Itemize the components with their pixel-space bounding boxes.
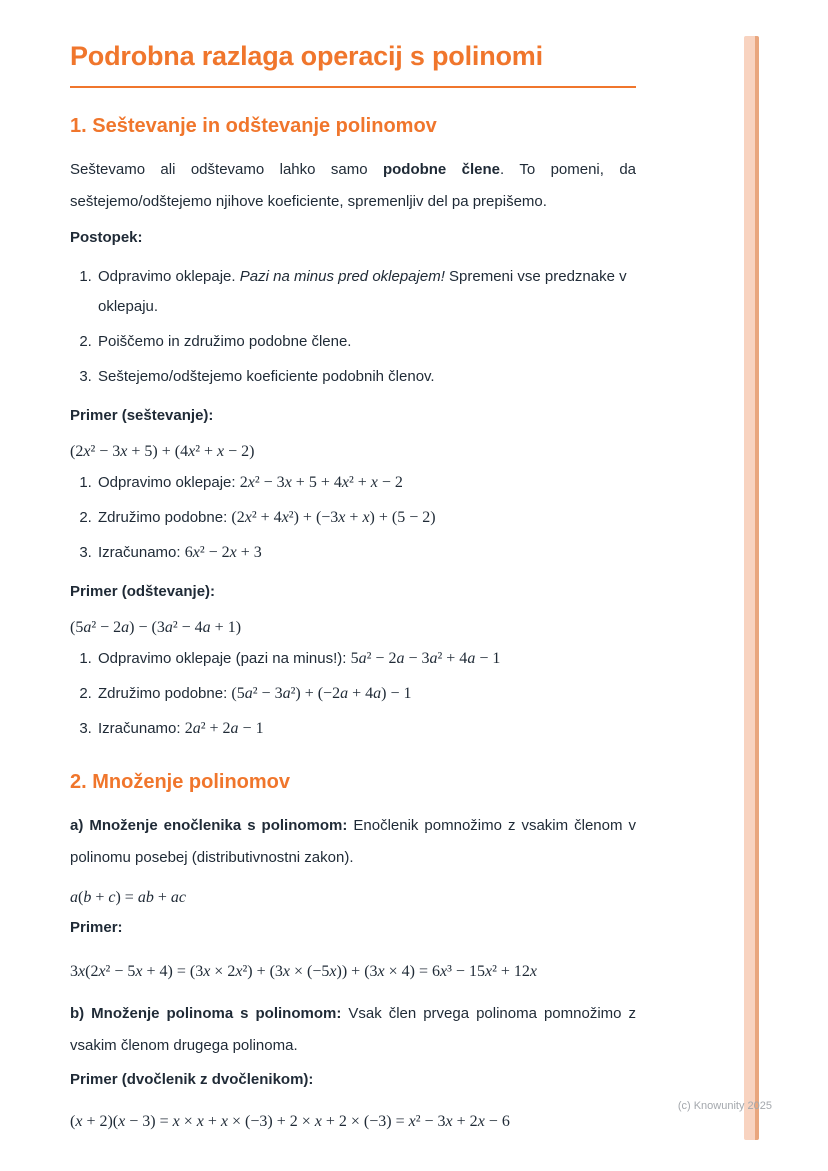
math-expression: a(b + c) = ab + ac [70,889,186,906]
primer-odstevanje-label: Primer (odštevanje): [70,583,216,600]
math-expression: (5a² − 3a²) + (−2a + 4a) − 1 [231,685,412,702]
list-item: 1. Odpravimo oklepaje (pazi na minus!): 5a² − 2a − 3a² + 4a − 1 [96,644,636,674]
math-expression: 2a² + 2a − 1 [184,720,264,737]
page-title: Podrobna razlaga operacij s polinomi [70,41,543,71]
math-expression: 5a² − 2a − 3a² + 4a − 1 [350,650,501,667]
list-item: 3. Izračunamo: 6x² − 2x + 3 [96,538,636,568]
primer-dvoclenik-label: Primer (dvočlenik z dvočlenikom): [70,1071,314,1088]
addition-steps-list [70,468,636,568]
distributive-formula [70,882,636,914]
intro-text-1: Seštevamo ali odštevamo lahko samo [70,161,383,178]
section-2-heading: 2. Množenje polinomov [70,771,291,793]
postopek-list [70,262,636,392]
section-1-heading: 1. Seštevanje in odštevanje polinomov [70,115,437,137]
monomial-paragraph: a) Množenje enočlenika s polinomom: Enočlenik pomnožimo z vsakim členom v polinomu posebej (distributivnostni zakon). [70,817,636,866]
math-expression: (x + 2)(x − 3) = x × x + x × (−3) + 2 × x + 2 × (−3) = x² − 3x + 2x − 6 [70,1113,510,1130]
math-expression: 3x(2x² − 5x + 4) = (3x × 2x²) + (3x × (−5x)) + (3x × 4) = 6x³ − 15x² + 12x [70,963,537,980]
page-edge-decoration [744,36,759,1140]
binomial-paragraph: b) Množenje polinoma s polinomom: Vsak člen prvega polinoma pomnožimo z vsakim členom drugega polinoma. [70,1005,636,1054]
title-rule [70,86,636,88]
monomial-lead: a) Množenje enočlenika s polinomom: [70,817,348,834]
math-expression: 6x² − 2x + 3 [184,544,262,561]
binomial-lead: b) Množenje polinoma s polinomom: [70,1005,342,1022]
monomial-example [70,956,636,988]
intro-paragraph [70,154,636,218]
list-item: 2. Poiščemo in združimo podobne člene. [96,327,636,357]
list-item: 1. Odpravimo oklepaje: 2x² − 3x + 5 + 4x² + x − 2 [96,468,636,498]
primer-label: Primer: [70,919,123,936]
postopek-label: Postopek: [70,229,143,246]
list-item: 2. Združimo podobne: (5a² − 3a²) + (−2a + 4a) − 1 [96,679,636,709]
list-item: 1. Odpravimo oklepaje. Pazi na minus pred oklepajem! Spremeni vse predznake v oklepaju. [96,262,636,322]
math-expression: (2x² + 4x²) + (−3x + x) + (5 − 2) [231,509,436,526]
watermark: (c) Knowunity 2025 [677,1100,772,1112]
binomial-example [70,1106,636,1138]
list-item: 3. Izračunamo: 2a² + 2a − 1 [96,714,636,744]
list-item: 3. Seštejemo/odštejemo koeficiente podobnih členov. [96,362,636,392]
italic-note: Pazi na minus pred oklepajem! [239,268,445,285]
primer-sestevanje-label: Primer (seštevanje): [70,407,214,424]
subtraction-steps-list [70,644,636,744]
addition-expression: (2x² − 3x + 5) + (4x² + x − 2) [70,443,255,460]
document-content [70,40,636,1146]
list-item: 2. Združimo podobne: (2x² + 4x²) + (−3x + x) + (5 − 2) [96,503,636,533]
subtraction-expression: (5a² − 2a) − (3a² − 4a + 1) [70,619,242,636]
intro-text-2: . To pomeni, da seštejemo/odštejemo njihove koeficiente, spremenljiv del pa prepišemo. [70,161,637,210]
math-expression: 2x² − 3x + 5 + 4x² + x − 2 [239,474,403,491]
intro-bold: podobne člene [382,161,501,178]
